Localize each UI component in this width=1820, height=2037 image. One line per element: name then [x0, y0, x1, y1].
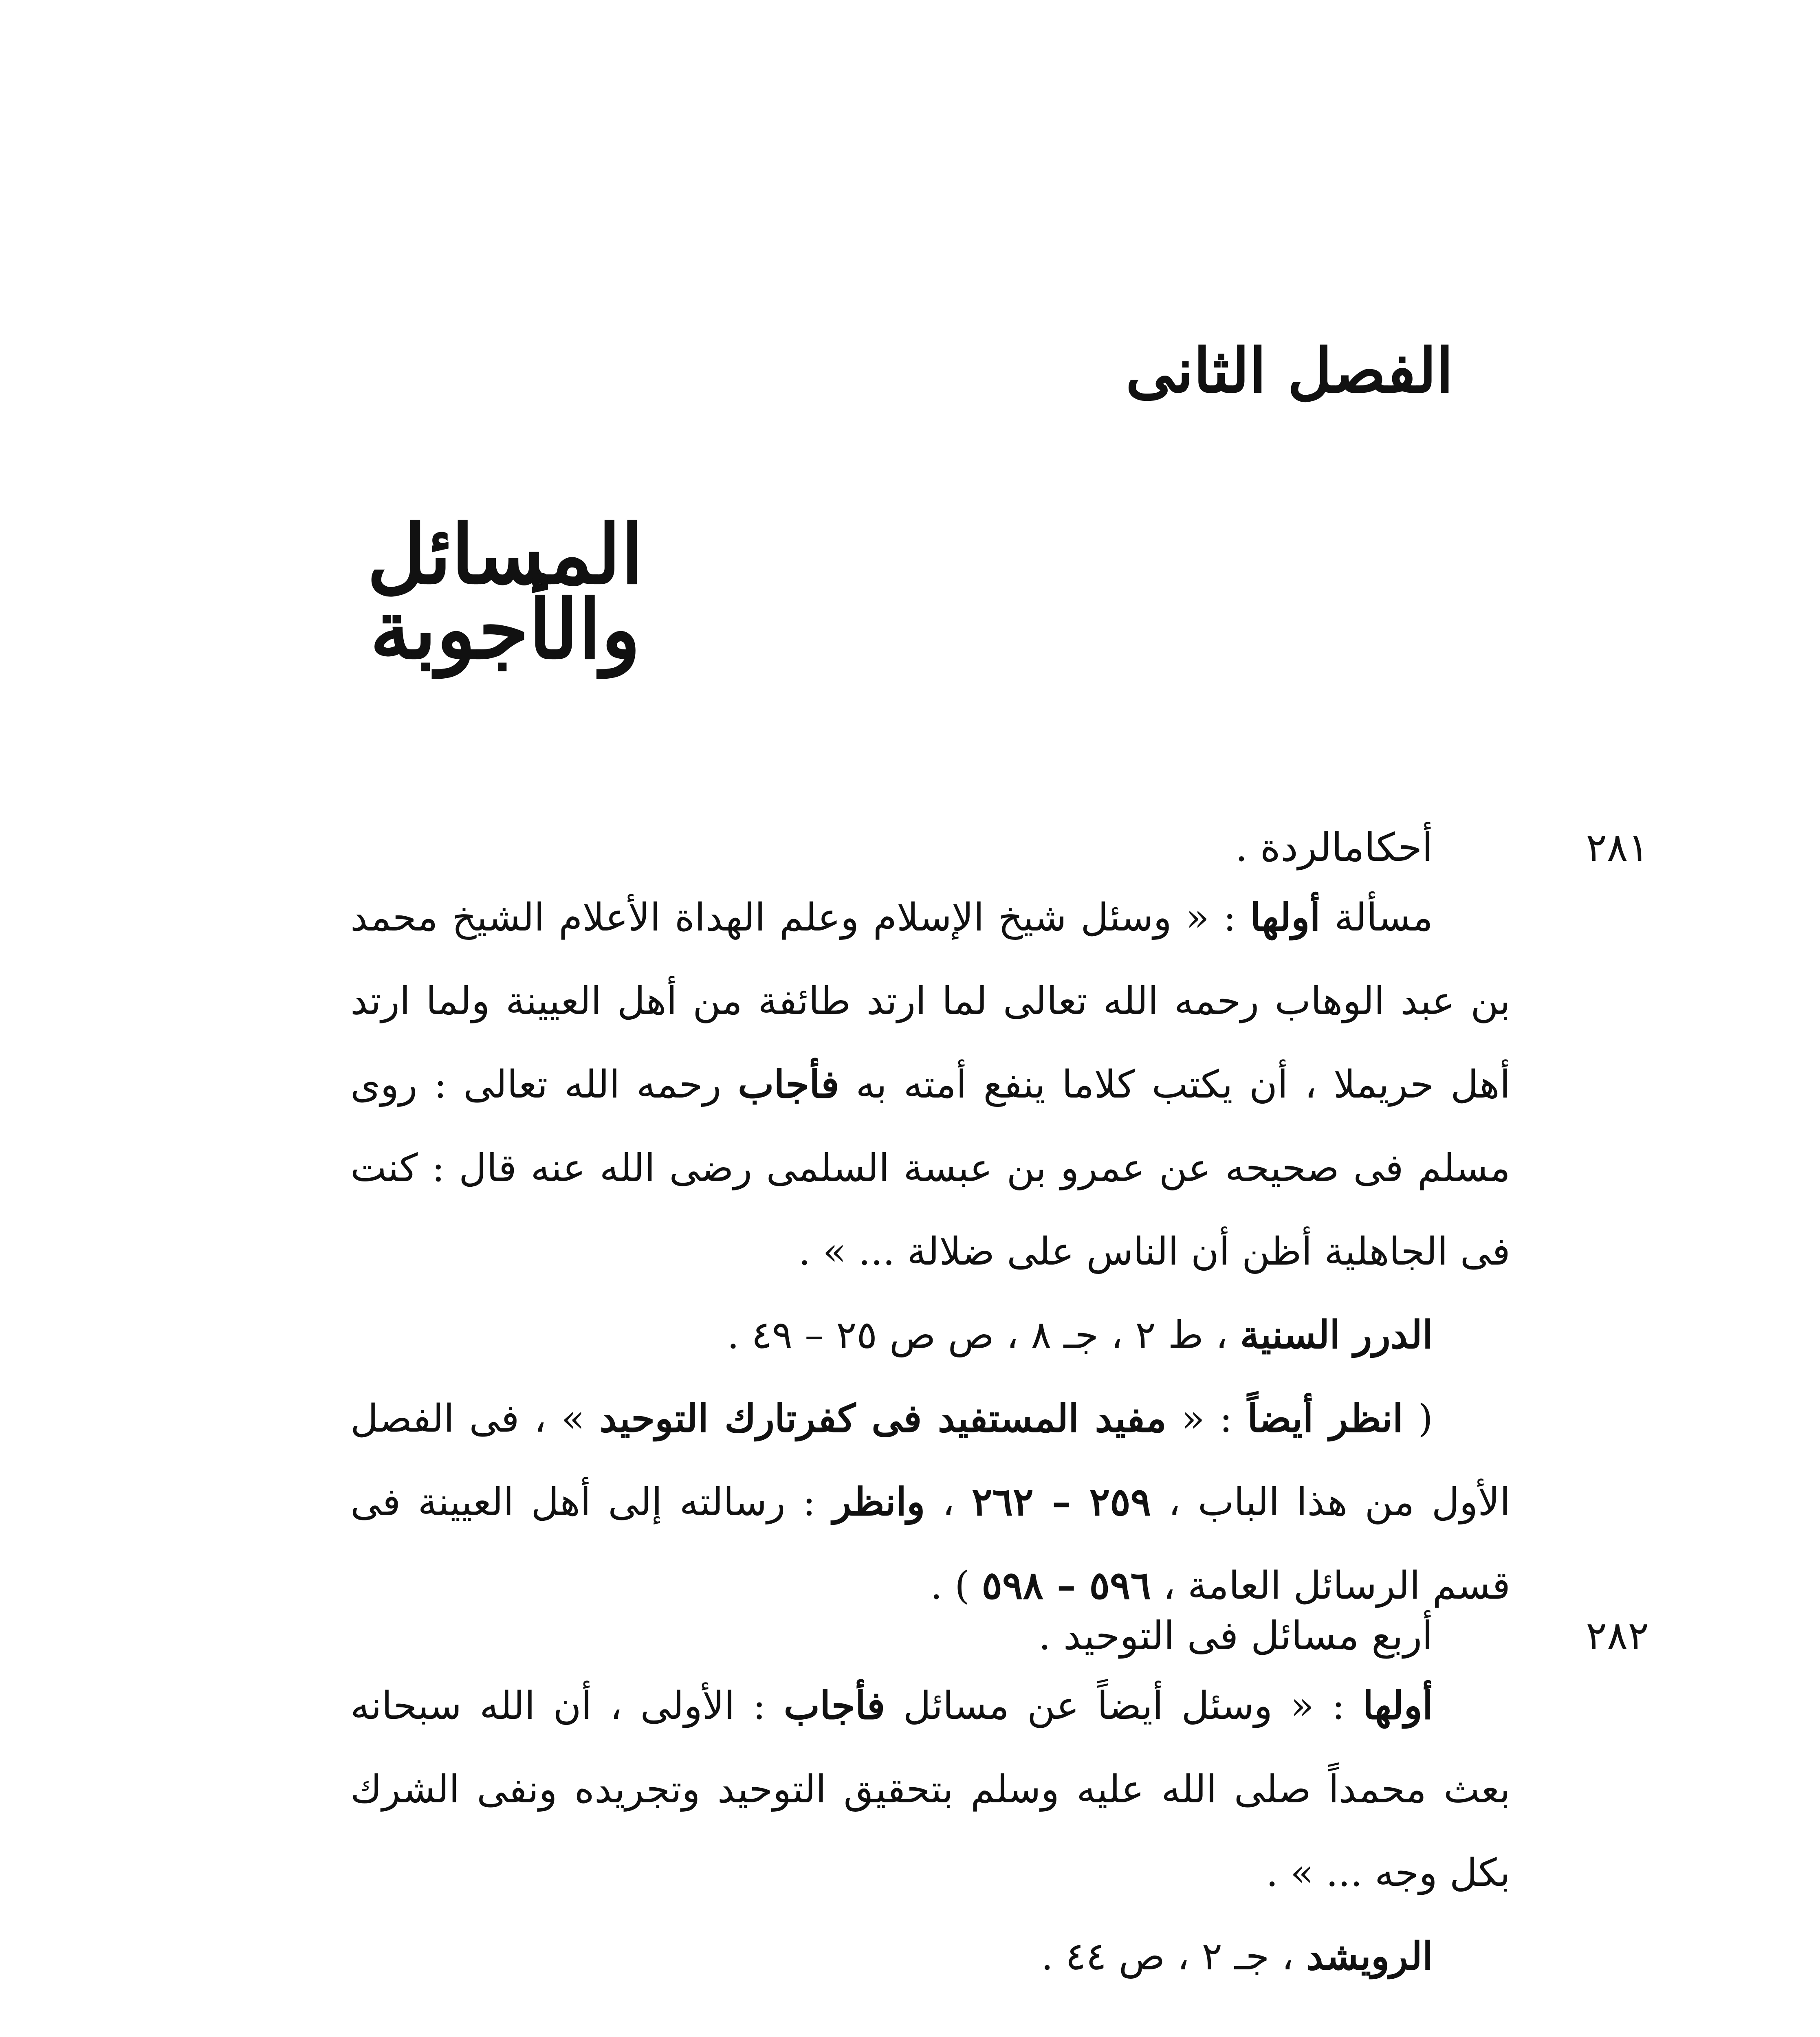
- see-text: ) .: [930, 1564, 982, 1608]
- entry-body: [350, 876, 1510, 1293]
- entry-body: [350, 1664, 1510, 1915]
- entry-281: [350, 819, 1649, 1628]
- body-text: رحمه الله تعالى : روى مسلم فى صحيحه عن عمرو بن عبسة السلمى رضى الله عنه قال : كنت فى الجاهلية أظن أن الناس على ضلالة ... » .: [350, 1062, 1510, 1274]
- body-bold: أولها: [1362, 1683, 1433, 1728]
- body-bold: فأجاب: [783, 1683, 885, 1728]
- entry-reference: [350, 1293, 1510, 1377]
- see-bold: ٢٥٩ – ٢٦٢: [972, 1480, 1151, 1524]
- section-title-line-1: المسائل: [367, 507, 644, 603]
- entry-number: ٢٨١: [1586, 825, 1649, 870]
- see-text: ،: [925, 1480, 972, 1524]
- see-bold: انظر أيضاً: [1247, 1396, 1403, 1441]
- reference-detail: ، ط ٢ ، جـ ٨ ، ص ص ٢٥ – ٤٩ .: [727, 1313, 1240, 1357]
- reference-source: الرويشد: [1306, 1934, 1433, 1979]
- see-bold: مفيد المستفيد فى كفرتارك التوحيد: [599, 1396, 1166, 1441]
- see-text: (: [1403, 1397, 1433, 1441]
- body-text: مسألة: [1320, 895, 1433, 940]
- entry-number: ٢٨٢: [1586, 1613, 1649, 1659]
- body-bold: أولها: [1250, 895, 1320, 940]
- entry-reference: [350, 1915, 1510, 1998]
- body-text: : « وسئل أيضاً عن مسائل: [885, 1684, 1363, 1728]
- see-text: : «: [1166, 1397, 1248, 1441]
- see-text: » ، فى الفصل الأول من هذا الباب ،: [350, 1397, 1511, 1524]
- reference-source: الدرر السنية: [1240, 1313, 1433, 1357]
- entry-heading: أحكامالردة .: [1235, 825, 1433, 870]
- entry-heading: أربع مسائل فى التوحيد .: [1038, 1613, 1433, 1659]
- body-text: : الأولى ، أن الله سبحانه بعث محمداً صلى الله عليه وسلم بتحقيق التوحيد وتجريده ونفى الشرك بكل وجه ... » .: [350, 1684, 1510, 1895]
- entry-see-also: [350, 1377, 1510, 1628]
- body-bold: فأجاب: [737, 1062, 839, 1107]
- section-title-line-2: والأجوبة: [370, 582, 640, 678]
- see-text: : رسالته إلى أهل العيينة فى قسم الرسائل العامة ،: [350, 1480, 1510, 1608]
- see-bold: ٥٩٦ – ٥٩٨: [982, 1563, 1151, 1608]
- see-bold: وانظر: [832, 1480, 925, 1524]
- entry-282: [350, 1607, 1649, 1998]
- chapter-title: الفصل الثانى: [1125, 335, 1453, 407]
- section-title: [350, 507, 660, 678]
- reference-detail: ، جـ ٢ ، ص ٤٤ .: [1041, 1934, 1306, 1979]
- body-text: : « وسئل شيخ الإسلام وعلم الهداة الأعلام الشيخ محمد بن عبد الوهاب رحمه الله تعالى لما ارتد طائفة من أهل العيينة ولما ارتد أهل حريملا ، أن يكتب كلاما ينفع أمته به: [350, 895, 1510, 1107]
